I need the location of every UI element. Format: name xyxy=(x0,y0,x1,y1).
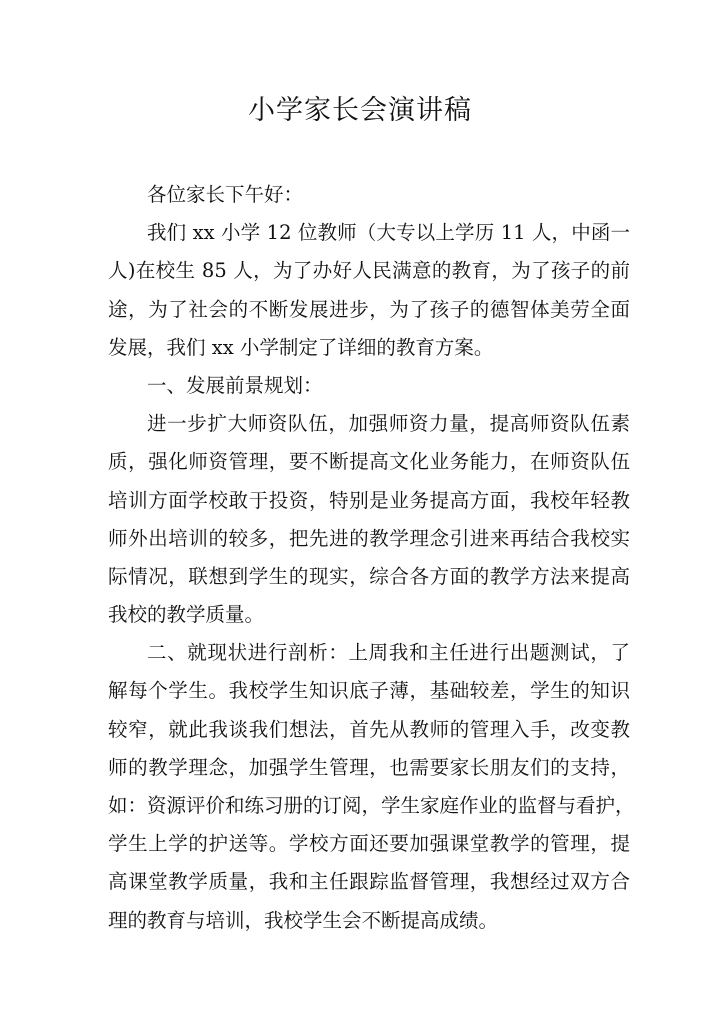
text-line: 一、发展前景规划： xyxy=(147,373,323,397)
text-line: 我们 xx 小学 12 位教师（大专以上学历 11 人，中函一 xyxy=(147,221,630,245)
text-line: 各位家长下午好： xyxy=(147,183,304,206)
text-line: 如：资源评价和练习册的订阅，学生家庭作业的监督与看护， xyxy=(108,794,635,817)
text-line: 质，强化师资管理，要不断提高文化业务能力，在师资队伍 xyxy=(108,450,630,474)
text-line: 人)在校生 85 人，为了办好人民满意的教育，为了孩子的前 xyxy=(108,259,630,283)
section-1-heading xyxy=(108,367,630,405)
text-line: 际情况，联想到学生的现实，综合各方面的教学方法来提高 xyxy=(108,564,630,588)
document-title: 小学家长会演讲稿 xyxy=(248,95,472,126)
text-line: 途，为了社会的不断发展进步，为了孩子的德智体美劳全面 xyxy=(108,297,630,321)
text-line: 学生上学的护送等。学校方面还要加强课堂教学的管理，提 xyxy=(108,832,630,856)
section-1-paragraph xyxy=(108,405,630,634)
text-line: 高课堂教学质量，我和主任跟踪监督管理，我想经过双方合 xyxy=(108,870,630,894)
text-line: 二、就现状进行剖析：上周我和主任进行出题测试，了 xyxy=(147,641,630,665)
text-line: 进一步扩大师资队伍，加强师资力量，提高师资队伍素 xyxy=(147,412,630,436)
greeting-paragraph xyxy=(108,176,630,214)
text-line: 发展，我们 xx 小学制定了详细的教育方案。 xyxy=(108,335,494,359)
text-line: 较窄，就此我谈我们想法，首先从教师的管理入手，改变教 xyxy=(108,717,630,741)
text-line: 理的教育与培训，我校学生会不断提高成绩。 xyxy=(108,908,499,932)
section-2-paragraph xyxy=(108,634,635,940)
text-line: 师的教学理念，加强学生管理，也需要家长朋友们的支持， xyxy=(108,755,630,779)
text-line: 解每个学生。我校学生知识底子薄，基础较差，学生的知识 xyxy=(108,679,630,703)
text-line: 培训方面学校敢于投资，特别是业务提高方面，我校年轻教 xyxy=(108,488,630,512)
text-line: 我校的教学质量。 xyxy=(108,603,265,627)
text-line: 师外出培训的较多，把先进的教学理念引进来再结合我校实 xyxy=(108,526,630,550)
document-body xyxy=(108,176,635,940)
intro-paragraph xyxy=(108,214,630,367)
